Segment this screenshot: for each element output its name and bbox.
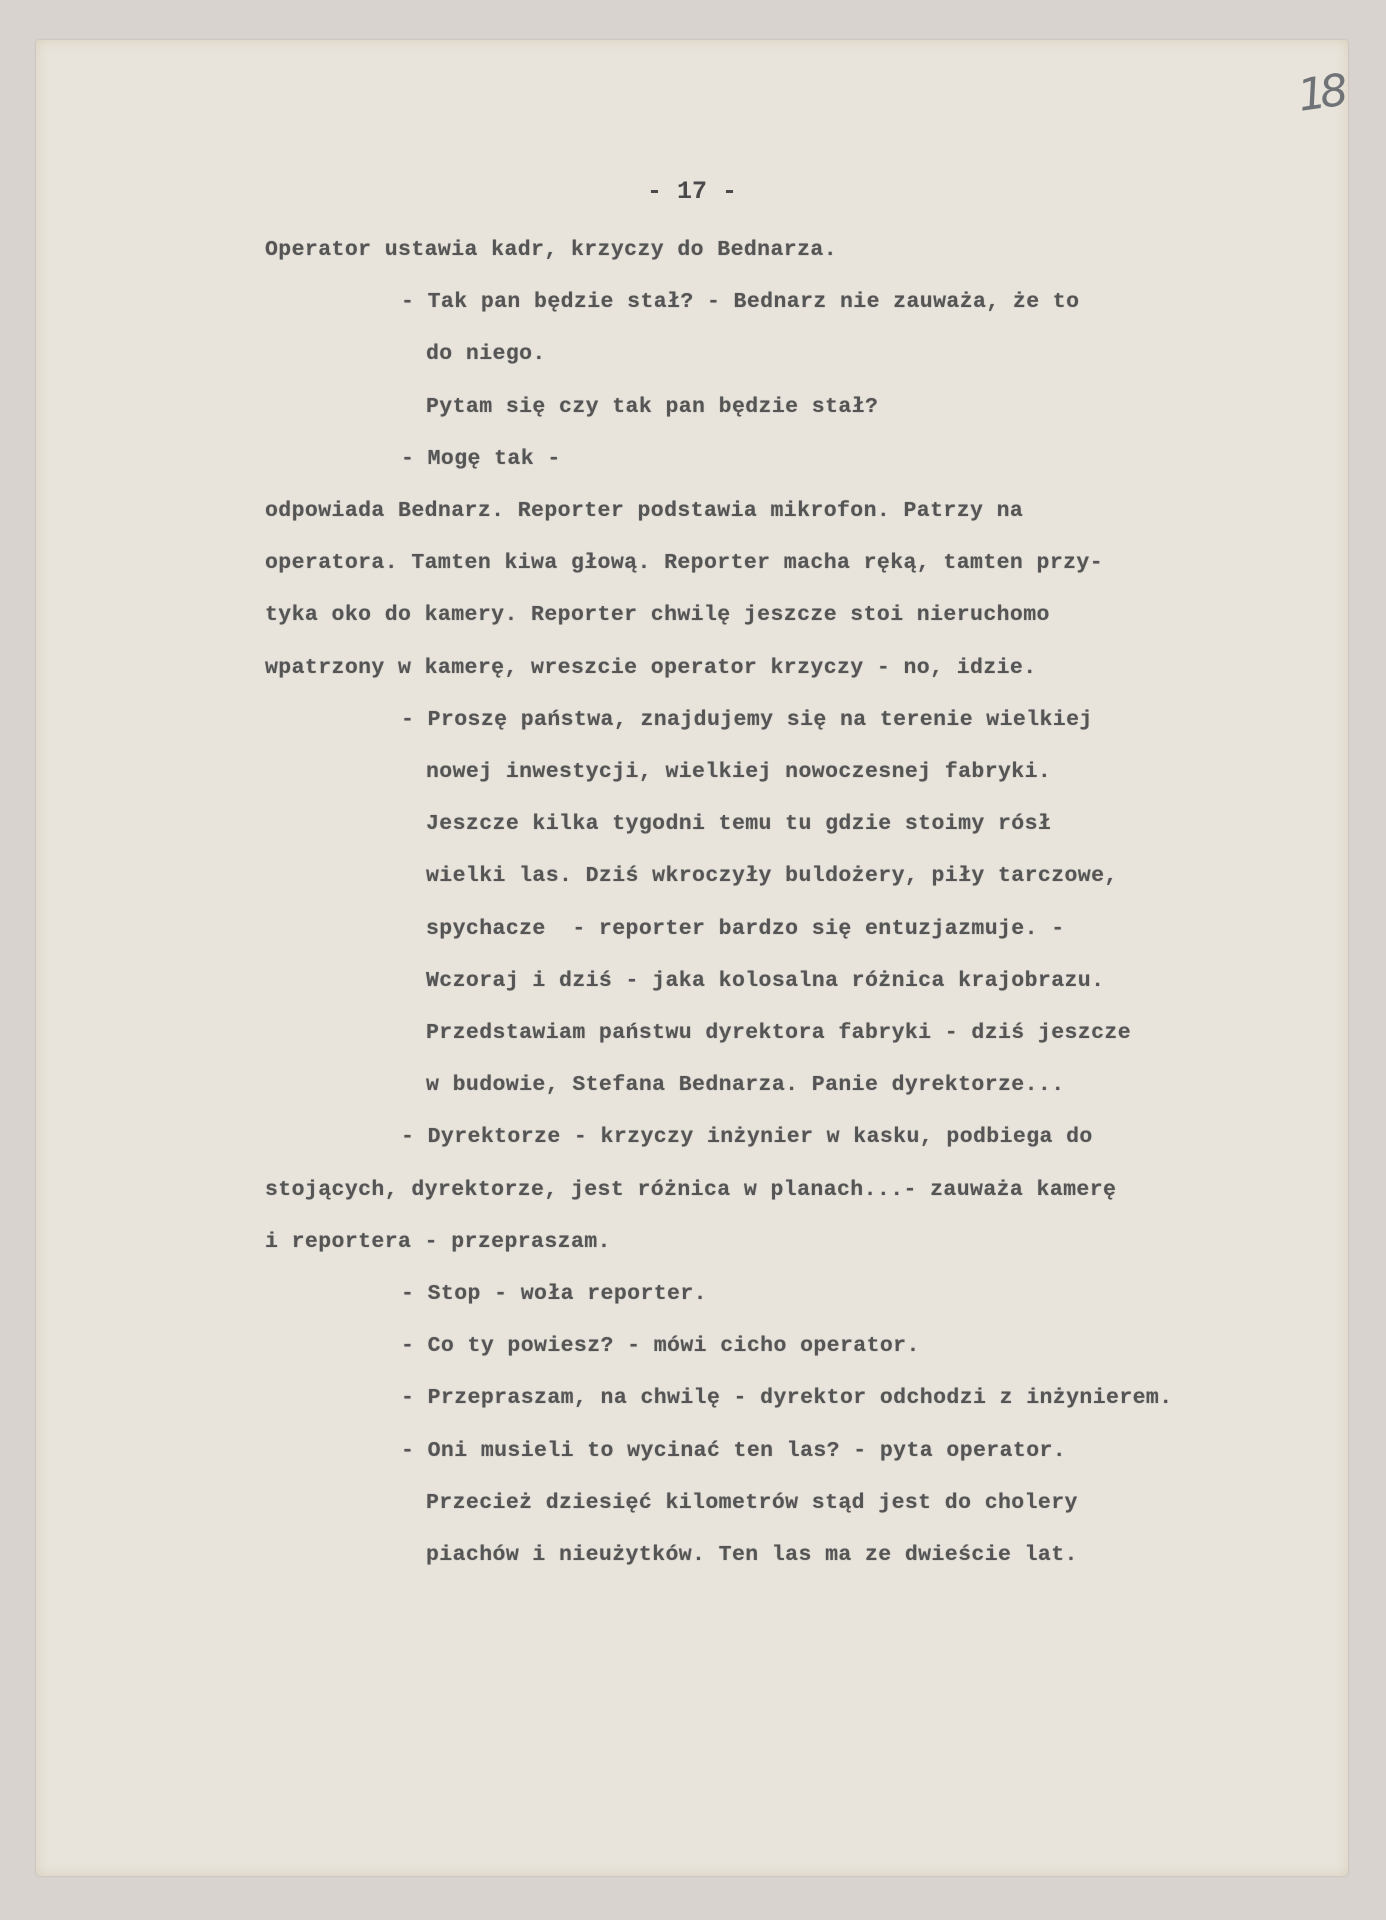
text-line: Pytam się czy tak pan będzie stał? [426, 394, 879, 419]
text-line: Jeszcze kilka tygodni temu tu gdzie stoimy rósł [426, 812, 1052, 837]
text-line: - Co ty powiesz? - mówi cicho operator. [401, 1334, 920, 1359]
text-line: i reportera - przepraszam. [265, 1229, 611, 1254]
text-line: - Stop - woła reporter. [401, 1282, 707, 1306]
text-line: spychacze - reporter bardzo się entuzjazmuje. - [426, 916, 1065, 941]
text-line: - Przepraszam, na chwilę - dyrektor odchodzi z inżynierem. [401, 1386, 1173, 1411]
text-line: stojących, dyrektorze, jest różnica w planach...- zauważa kamerę [265, 1177, 1117, 1202]
text-line: w budowie, Stefana Bednarza. Panie dyrektorze... [426, 1073, 1065, 1098]
text-line: - Dyrektorze - krzyczy inżynier w kasku, podbiega do [401, 1125, 1093, 1150]
handwritten-folio-number: 18 [1294, 65, 1346, 122]
text-line: - Oni musieli to wycinać ten las? - pyta operator. [401, 1438, 1067, 1463]
text-line: piachów i nieużytków. Ten las ma ze dwieście lat. [426, 1543, 1078, 1567]
text-line: nowej inwestycji, wielkiej nowoczesnej fabryki. [426, 760, 1052, 784]
text-line: tyka oko do kamery. Reporter chwilę jeszcze stoi nieruchomo [265, 603, 1050, 628]
text-line: - Mogę tak - [401, 446, 561, 471]
text-line: wpatrzony w kamerę, wreszcie operator krzyczy - no, idzie. [265, 655, 1037, 680]
text-line: - Proszę państwa, znajdujemy się na terenie wielkiej [401, 707, 1093, 732]
text-line: Wczoraj i dziś - jaka kolosalna różnica krajobrazu. [426, 968, 1105, 993]
text-line: do niego. [426, 342, 546, 367]
text-line: Przecież dziesięć kilometrów stąd jest do cholery [426, 1490, 1078, 1515]
page-number: - 17 - [646, 177, 737, 206]
text-line: operatora. Tamten kiwa głową. Reporter macha ręką, tamten przy- [265, 551, 1104, 576]
text-line: Operator ustawia kadr, krzyczy do Bednarza. [265, 238, 837, 262]
text-line: Przedstawiam państwu dyrektora fabryki - dziś jeszcze [426, 1021, 1132, 1045]
typewritten-page [36, 40, 1348, 1876]
text-line: odpowiada Bednarz. Reporter podstawia mikrofon. Patrzy na [265, 499, 1024, 523]
text-line: - Tak pan będzie stał? - Bednarz nie zauważa, że to [401, 290, 1080, 315]
text-line: wielki las. Dziś wkroczyły buldożery, piły tarczowe, [426, 864, 1118, 889]
